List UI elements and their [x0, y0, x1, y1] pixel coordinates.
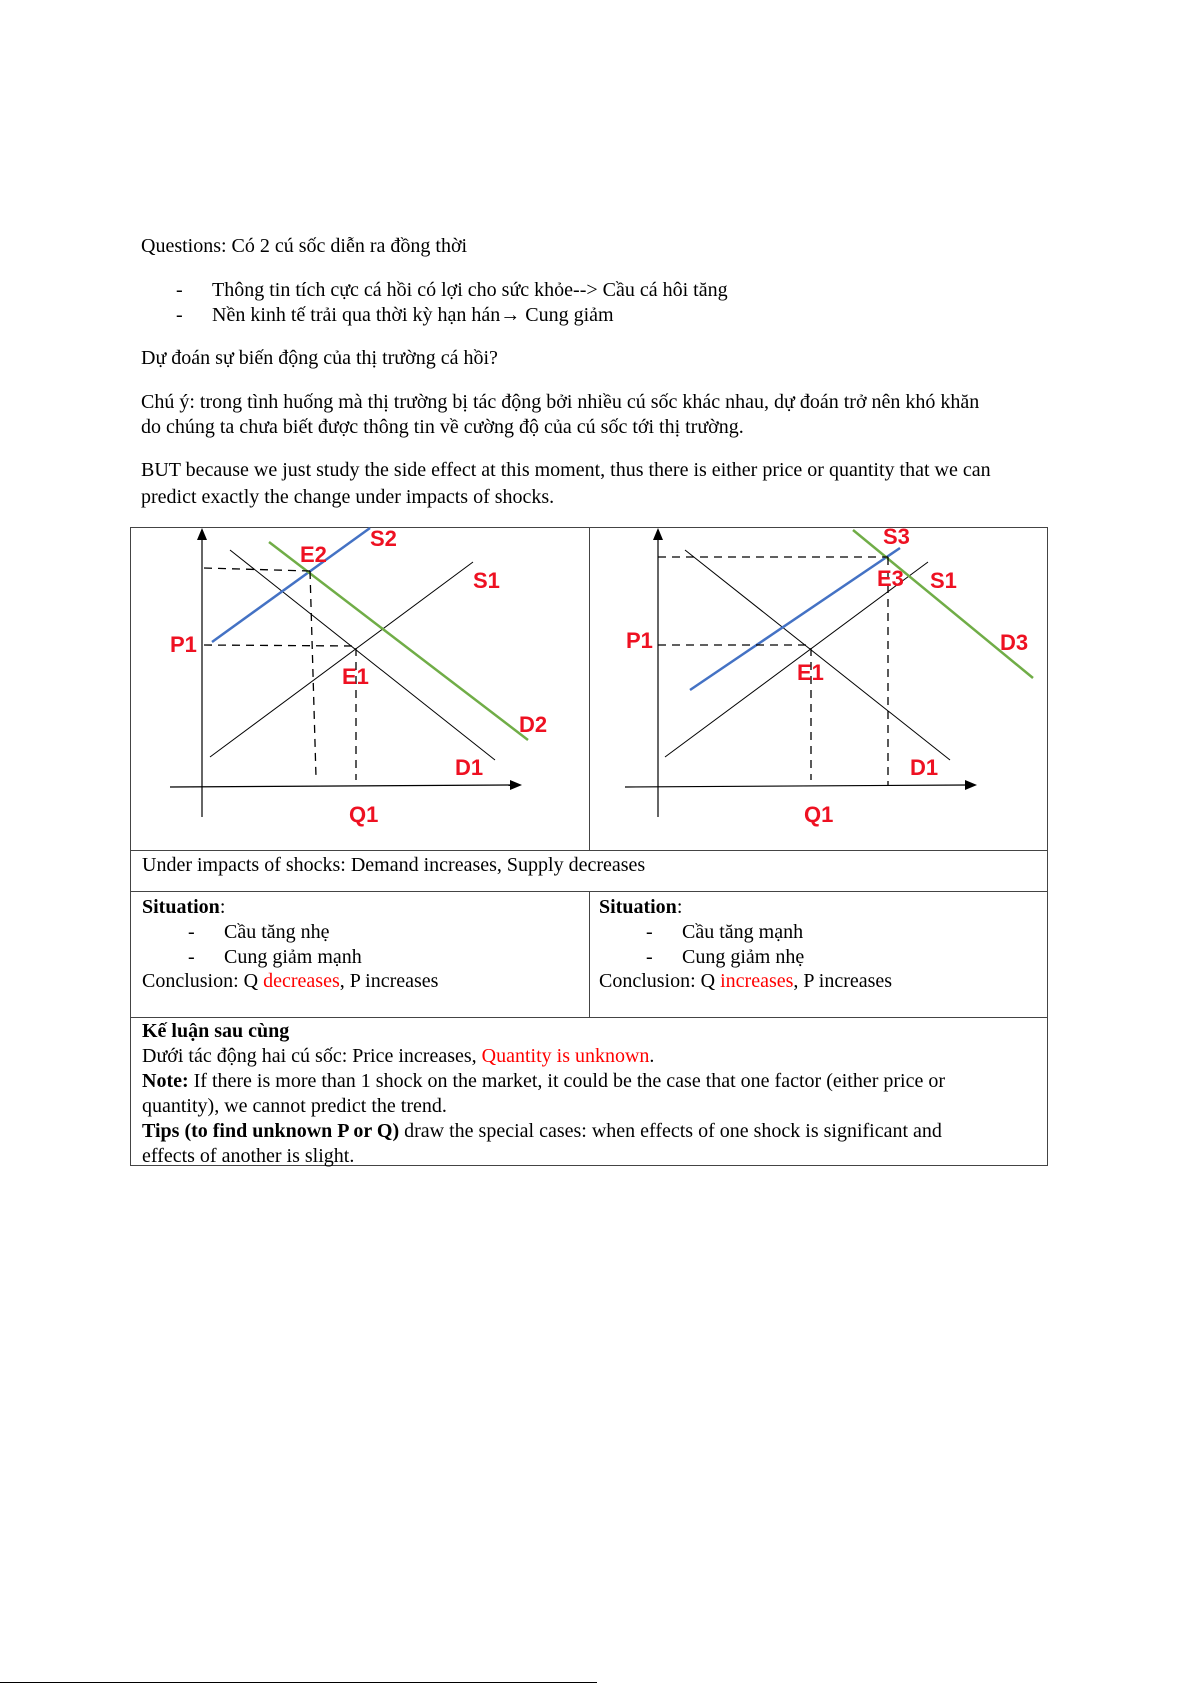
quantity-axis	[625, 785, 967, 787]
label-p1: P1	[626, 628, 653, 653]
conclusion-left: Conclusion: Q decreases, P increases	[142, 970, 439, 992]
axis-arrow-icon	[653, 528, 663, 540]
label-d1: D1	[455, 755, 484, 780]
label-q1: Q1	[804, 802, 834, 827]
note-line: Chú ý: trong tình huống mà thị trường bị tác động bởi nhiều cú sốc khác nhau, dự đoán trở nên khó khăn	[141, 391, 980, 413]
conclusion-right: Conclusion: Q increases, P increases	[599, 970, 893, 992]
shock-summary: Under impacts of shocks: Demand increases, Supply decreases	[142, 854, 646, 876]
axis-arrow-icon	[510, 780, 522, 790]
label-d1: D1	[910, 755, 939, 780]
final-note: Note: If there is more than 1 shock on the market, it could be the case that one factor (either price or	[142, 1070, 946, 1092]
row-divider	[131, 1017, 1047, 1018]
supply-curve-s1	[210, 562, 473, 757]
predict-question: Dự đoán sự biến động của thị trường cá hồi?	[141, 347, 498, 369]
bullet-marker: -	[176, 279, 183, 301]
label-e2: E2	[300, 542, 327, 567]
quantity-axis	[170, 785, 512, 787]
row-divider	[131, 850, 1047, 851]
supply-curve-s2	[212, 528, 370, 642]
note-line: do chúng ta chưa biết được thông tin về cường độ của cú sốc tới thị trường.	[141, 416, 744, 438]
label-e3: E3	[877, 566, 904, 591]
situation-left-item: Cung giảm mạnh	[224, 946, 362, 968]
label-e1: E1	[342, 664, 369, 689]
axis-arrow-icon	[965, 780, 977, 790]
final-title: Kế luận sau cùng	[142, 1020, 290, 1042]
situation-right-item: Cầu tăng mạnh	[682, 921, 804, 943]
but-line: BUT because we just study the side effect at this moment, thus there is either price or quantity that we can	[141, 459, 991, 481]
demand-curve-d1	[230, 550, 495, 760]
final-tips: Tips (to find unknown P or Q) draw the special cases: when effects of one shock is significant and	[142, 1120, 942, 1142]
label-s1: S1	[473, 568, 500, 593]
label-q1: Q1	[349, 802, 379, 827]
label-s3: S3	[883, 524, 910, 549]
label-s1: S1	[930, 568, 957, 593]
situation-left-title: Situation:	[142, 896, 226, 918]
dashed-guides	[204, 568, 356, 780]
column-divider	[589, 891, 590, 1018]
but-line: predict exactly the change under impacts of shocks.	[141, 486, 555, 508]
label-s2: S2	[370, 526, 397, 551]
bullet-demand-shock: Thông tin tích cực cá hồi có lợi cho sức khỏe--> Cầu cá hôi tăng	[212, 279, 728, 301]
left-supply-demand-diagram	[130, 520, 590, 850]
demand-curve-d3	[853, 530, 1033, 678]
final-note-cont: quantity), we cannot predict the trend.	[142, 1095, 447, 1117]
label-p1: P1	[170, 632, 197, 657]
question-heading: Questions: Có 2 cú sốc diễn ra đồng thời	[141, 235, 468, 257]
footer-rule	[0, 1682, 597, 1683]
bullet-supply-shock: Nền kinh tế trải qua thời kỳ hạn hán→ Cung giảm	[212, 304, 614, 326]
bullet-marker: -	[188, 946, 195, 968]
supply-curve-s3	[690, 548, 900, 690]
bullet-marker: -	[188, 921, 195, 943]
situation-right-title: Situation:	[599, 896, 683, 918]
label-e1: E1	[797, 660, 824, 685]
axis-arrow-icon	[197, 528, 207, 540]
final-tips-cont: effects of another is slight.	[142, 1145, 355, 1167]
label-d2: D2	[519, 712, 548, 737]
situation-right-item: Cung giảm nhẹ	[682, 946, 805, 968]
bullet-marker: -	[646, 921, 653, 943]
demand-curve-d1	[685, 550, 950, 760]
right-supply-demand-diagram	[590, 520, 1050, 850]
bullet-marker: -	[176, 304, 183, 326]
situation-left-item: Cầu tăng nhẹ	[224, 921, 330, 943]
dashed-guides	[658, 557, 888, 785]
bullet-marker: -	[646, 946, 653, 968]
label-d3: D3	[1000, 630, 1029, 655]
final-conclusion: Dưới tác động hai cú sốc: Price increases, Quantity is unknown.	[142, 1045, 655, 1067]
